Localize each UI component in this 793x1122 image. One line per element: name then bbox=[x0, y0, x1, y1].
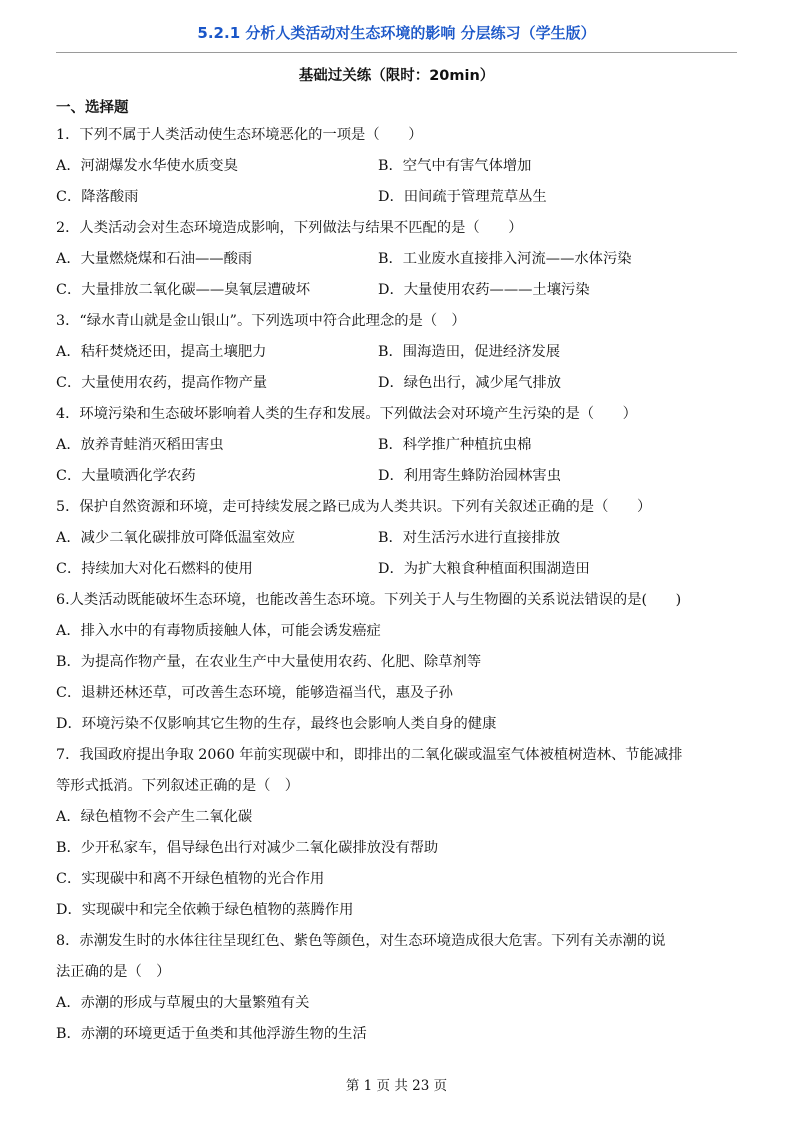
option-c: C．降落酸雨 bbox=[56, 189, 139, 205]
option-row bbox=[56, 461, 746, 492]
option-row bbox=[56, 430, 746, 461]
question-stem: 1．下列不属于人类活动使生态环境恶化的一项是（ ） bbox=[56, 127, 423, 143]
question-stem: 2．人类活动会对生态环境造成影响，下列做法与结果不匹配的是（ ） bbox=[56, 220, 523, 236]
option-d: D．田间疏于管理荒草丛生 bbox=[378, 189, 547, 205]
option-row bbox=[56, 275, 746, 306]
option-c: C．持续加大对化石燃料的使用 bbox=[56, 561, 253, 577]
option-b: B．赤潮的环境更适于鱼类和其他浮游生物的生活 bbox=[56, 1026, 367, 1042]
page-title: 5.2.1 分析人类活动对生态环境的影响 分层练习（学生版） bbox=[0, 22, 793, 43]
option-row bbox=[56, 523, 746, 554]
question-stem-continued: 等形式抵消。下列叙述正确的是（ ） bbox=[56, 778, 300, 794]
option-b: B．科学推广种植抗虫棉 bbox=[378, 437, 532, 453]
option-d: D．为扩大粮食种植面积围湖造田 bbox=[378, 561, 590, 577]
option-a: A．放养青蛙消灭稻田害虫 bbox=[56, 437, 224, 453]
option-c: C．大量喷洒化学农药 bbox=[56, 468, 196, 484]
option-d: D．绿色出行，减少尾气排放 bbox=[378, 375, 562, 391]
option-c: C．大量排放二氧化碳——臭氧层遭破坏 bbox=[56, 282, 310, 298]
option-row bbox=[56, 182, 746, 213]
option-a: A．秸秆焚烧还田，提高土壤肥力 bbox=[56, 344, 267, 360]
option-row bbox=[56, 368, 746, 399]
option-c: C．退耕还林还草，可改善生态环境，能够造福当代，惠及子孙 bbox=[56, 685, 453, 701]
option-row bbox=[56, 554, 746, 585]
option-a: A．减少二氧化碳排放可降低温室效应 bbox=[56, 530, 296, 546]
question-stem-continued: 法正确的是（ ） bbox=[56, 964, 171, 980]
question-stem: 4．环境污染和生态破坏影响着人类的生存和发展。下列做法会对环境产生污染的是（ ） bbox=[56, 406, 637, 422]
option-c: C．实现碳中和离不开绿色植物的光合作用 bbox=[56, 871, 325, 887]
page-number: 第 1 页 共 23 页 bbox=[345, 1078, 448, 1094]
section-subtitle: 基础过关练（限时：20min） bbox=[298, 68, 495, 84]
option-a: A．绿色植物不会产生二氧化碳 bbox=[56, 809, 253, 825]
option-b: B．少开私家车，倡导绿色出行对减少二氧化碳排放没有帮助 bbox=[56, 840, 439, 856]
question-stem: 3．“绿水青山就是金山银山”。下列选项中符合此理念的是（ ） bbox=[56, 313, 466, 329]
question-stem: 7．我国政府提出争取 2060 年前实现碳中和，即排出的二氧化碳或温室气体被植树造林、节能减排 bbox=[56, 747, 683, 763]
question-list bbox=[56, 120, 746, 1050]
option-row bbox=[56, 244, 746, 275]
option-b: B．空气中有害气体增加 bbox=[378, 158, 532, 174]
option-d: D．大量使用农药———土壤污染 bbox=[378, 282, 590, 298]
option-a: A．大量燃烧煤和石油——酸雨 bbox=[56, 251, 253, 267]
question-stem: 8．赤潮发生时的水体往往呈现红色、紫色等颜色，对生态环境造成很大危害。下列有关赤潮的说 bbox=[56, 933, 666, 949]
option-a: A．河湖爆发水华使水质变臭 bbox=[56, 158, 238, 174]
option-d: D．环境污染不仅影响其它生物的生存，最终也会影响人类自身的健康 bbox=[56, 716, 497, 732]
option-b: B．围海造田，促进经济发展 bbox=[378, 344, 561, 360]
option-a: A．赤潮的形成与草履虫的大量繁殖有关 bbox=[56, 995, 310, 1011]
question-stem: 6.人类活动既能破坏生态环境，也能改善生态环境。下列关于人与生物圈的关系说法错误的是( ) bbox=[56, 592, 682, 608]
option-b: B．为提高作物产量，在农业生产中大量使用农药、化肥、除草剂等 bbox=[56, 654, 482, 670]
option-d: D．实现碳中和完全依赖于绿色植物的蒸腾作用 bbox=[56, 902, 354, 918]
option-d: D．利用寄生蜂防治园林害虫 bbox=[378, 468, 562, 484]
option-b: B．对生活污水进行直接排放 bbox=[378, 530, 561, 546]
option-row bbox=[56, 151, 746, 182]
option-a: A．排入水中的有毒物质接触人体，可能会诱发癌症 bbox=[56, 623, 381, 639]
section-heading: 一、选择题 bbox=[56, 100, 129, 116]
option-row bbox=[56, 337, 746, 368]
option-b: B．工业废水直接排入河流——水体污染 bbox=[378, 251, 632, 267]
option-c: C．大量使用农药，提高作物产量 bbox=[56, 375, 268, 391]
question-stem: 5．保护自然资源和环境，走可持续发展之路已成为人类共识。下列有关叙述正确的是（ ） bbox=[56, 499, 652, 515]
